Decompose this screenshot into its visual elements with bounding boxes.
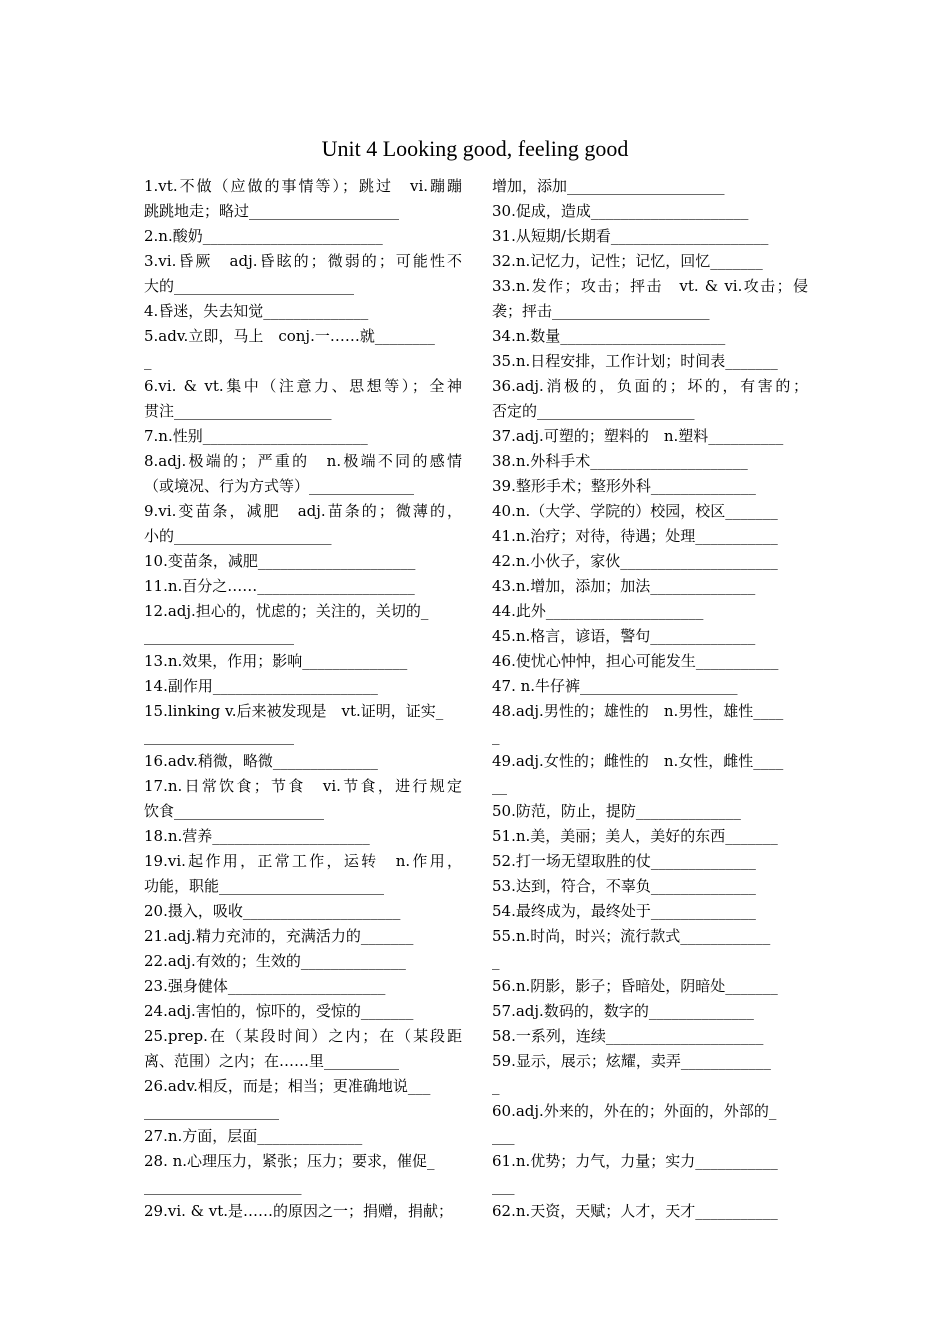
vocab-line: _ xyxy=(492,1077,500,1095)
vocab-line: 20.摄入，吸收_____________________ xyxy=(144,902,401,920)
vocab-line: 10.变苗条，减肥_____________________ xyxy=(144,552,416,570)
vocab-line: 52.打一场无望取胜的仗______________ xyxy=(492,852,756,870)
vocab-line: 49.adj.女性的；雌性的 n.女性，雌性____ xyxy=(492,752,784,770)
vocab-line: 跳跳地走；略过____________________ xyxy=(144,202,400,220)
vocab-line: 3.vi.昏厥 adj.昏眩的；微弱的；可能性不 xyxy=(144,252,462,270)
vocab-line: （或境况、行为方式等）______________ xyxy=(144,477,415,495)
vocab-line: 饮食____________________ xyxy=(144,802,325,820)
vocab-line: 9.vi.变苗条，减肥 adj.苗条的；微薄的， xyxy=(144,502,462,520)
page-title: Unit 4 Looking good, feeling good xyxy=(321,136,629,161)
vocab-line: ___ xyxy=(492,1127,515,1145)
vocab-line: 31.从短期/长期看_____________________ xyxy=(492,227,769,245)
vocab-line: 29.vi. & vt.是……的原因之一；捐赠，捐献； xyxy=(144,1202,454,1220)
vocab-line: 27.n.方面，层面______________ xyxy=(144,1127,363,1145)
vocab-line: 35.n.日程安排，工作计划；时间表_______ xyxy=(492,352,778,370)
vocab-line: 28. n.心理压力，紧张；压力；要求，催促_ xyxy=(144,1152,435,1170)
vocab-line: 57.adj.数码的，数字的______________ xyxy=(492,1002,754,1020)
vocab-line: _ xyxy=(492,727,500,745)
vocab-line: 功能，职能______________________ xyxy=(144,877,385,895)
vocab-line: 大的________________________ xyxy=(144,277,355,295)
vocab-line: 40.n.（大学、学院的）校园，校区_______ xyxy=(492,502,778,520)
vocab-line: 42.n.小伙子，家伙_____________________ xyxy=(492,552,778,570)
vocab-line: 36.adj.消极的，负面的；坏的，有害的； xyxy=(492,377,808,395)
vocab-line: 22.adj.有效的；生效的______________ xyxy=(144,952,406,970)
vocab-line: 袭；抨击_____________________ xyxy=(492,302,710,320)
vocab-line: __ xyxy=(492,777,507,795)
vocab-line: 11.n.百分之……_____________________ xyxy=(144,577,415,595)
vocab-line: _ xyxy=(492,952,500,970)
vocab-line: ____________________ xyxy=(144,627,294,645)
vocab-line: 38.n.外科手术_____________________ xyxy=(492,452,748,470)
vocab-line: 23.强身健体_____________________ xyxy=(144,977,386,995)
vocab-line: ____________________ xyxy=(144,727,294,745)
vocab-line: _ xyxy=(144,352,152,370)
vocab-line: ___ xyxy=(492,1177,515,1195)
vocab-line: 13.n.效果，作用；影响______________ xyxy=(144,652,408,670)
vocab-line: 26.adv.相反，而是；相当；更准确地说___ xyxy=(144,1077,431,1095)
vocab-line: 59.显示，展示；炫耀，卖弄____________ xyxy=(492,1052,771,1070)
vocab-line: 24.adj.害怕的，惊吓的，受惊的_______ xyxy=(144,1002,414,1020)
vocab-line: 14.副作用______________________ xyxy=(144,677,378,695)
vocab-line: _____________________ xyxy=(144,1177,302,1195)
left-column xyxy=(144,174,462,1224)
vocab-line: __________________ xyxy=(144,1102,279,1120)
vocab-line: 39.整形手术；整形外科______________ xyxy=(492,477,756,495)
vocab-line: 1.vt.不做（应做的事情等）；跳过 vi.蹦蹦 xyxy=(144,177,462,195)
vocab-line: 19.vi.起作用，正常工作，运转 n.作用， xyxy=(144,852,462,870)
vocab-line: 4.昏迷，失去知觉______________ xyxy=(144,302,369,320)
vocab-line: 33.n.发作；攻击；抨击 vt. & vi.攻击；侵 xyxy=(492,277,808,295)
vocab-line: 43.n.增加，添加；加法______________ xyxy=(492,577,756,595)
vocab-line: 7.n.性别______________________ xyxy=(144,427,368,445)
vocab-line: 34.n.数量______________________ xyxy=(492,327,726,345)
vocab-line: 贯注_____________________ xyxy=(144,402,332,420)
vocab-line: 51.n.美，美丽；美人，美好的东西_______ xyxy=(492,827,778,845)
vocab-line: 5.adv.立即，马上 conj.一……就________ xyxy=(144,327,435,345)
vocab-line: 45.n.格言，谚语，警句______________ xyxy=(492,627,756,645)
vocab-line: 12.adj.担心的，忧虑的；关注的，关切的_ xyxy=(144,602,429,620)
vocab-line: 53.达到，符合，不辜负______________ xyxy=(492,877,756,895)
vocab-line: 17.n.日常饮食；节食 vi.节食，进行规定 xyxy=(144,777,462,795)
vocab-line: 46.使忧心忡忡，担心可能发生___________ xyxy=(492,652,779,670)
vocab-line: 54.最终成为，最终处于______________ xyxy=(492,902,756,920)
vocab-line: 41.n.治疗；对待，待遇；处理___________ xyxy=(492,527,778,545)
vocab-line: 离、范围）之内；在……里__________ xyxy=(144,1052,400,1070)
vocab-line: 2.n.酸奶________________________ xyxy=(144,227,383,245)
vocab-line: 16.adv.稍微，略微______________ xyxy=(144,752,378,770)
vocab-line: 小的_____________________ xyxy=(144,527,332,545)
vocab-line: 56.n.阴影，影子；昏暗处，阴暗处_______ xyxy=(492,977,778,995)
vocab-line: 25.prep.在（某段时间）之内；在（某段距 xyxy=(144,1027,462,1045)
vocab-line: 6.vi. & vt.集中（注意力、思想等）；全神 xyxy=(144,377,462,395)
vocab-line: 44.此外_____________________ xyxy=(492,602,704,620)
vocab-line: 32.n.记忆力，记性；记忆，回忆_______ xyxy=(492,252,763,270)
vocab-line: 62.n.天资，天赋；人才，天才___________ xyxy=(492,1202,778,1220)
vocab-line: 58.一系列，连续_____________________ xyxy=(492,1027,764,1045)
vocab-line: 60.adj.外来的，外在的；外面的，外部的_ xyxy=(492,1102,777,1120)
vocab-line: 50.防范，防止，提防______________ xyxy=(492,802,741,820)
vocab-line: 47. n.牛仔裤_____________________ xyxy=(492,677,738,695)
vocab-line: 8.adj.极端的；严重的 n.极端不同的感情 xyxy=(144,452,462,470)
vocab-line: 30.促成，造成_____________________ xyxy=(492,202,749,220)
vocab-line: 61.n.优势；力气，力量；实力___________ xyxy=(492,1152,778,1170)
vocab-line: 18.n.营养_____________________ xyxy=(144,827,370,845)
vocab-line: 否定的_____________________ xyxy=(492,402,695,420)
vocab-line: 15.linking v.后来被发现是 vt.证明，证实_ xyxy=(144,702,444,720)
vocab-line: 21.adj.精力充沛的，充满活力的_______ xyxy=(144,927,414,945)
vocab-line: 增加，添加_____________________ xyxy=(492,177,725,195)
vocab-line: 55.n.时尚，时兴；流行款式____________ xyxy=(492,927,771,945)
right-column xyxy=(492,174,808,1224)
vocab-line: 37.adj.可塑的；塑料的 n.塑料__________ xyxy=(492,427,784,445)
vocab-line: 48.adj.男性的；雄性的 n.男性，雄性____ xyxy=(492,702,784,720)
